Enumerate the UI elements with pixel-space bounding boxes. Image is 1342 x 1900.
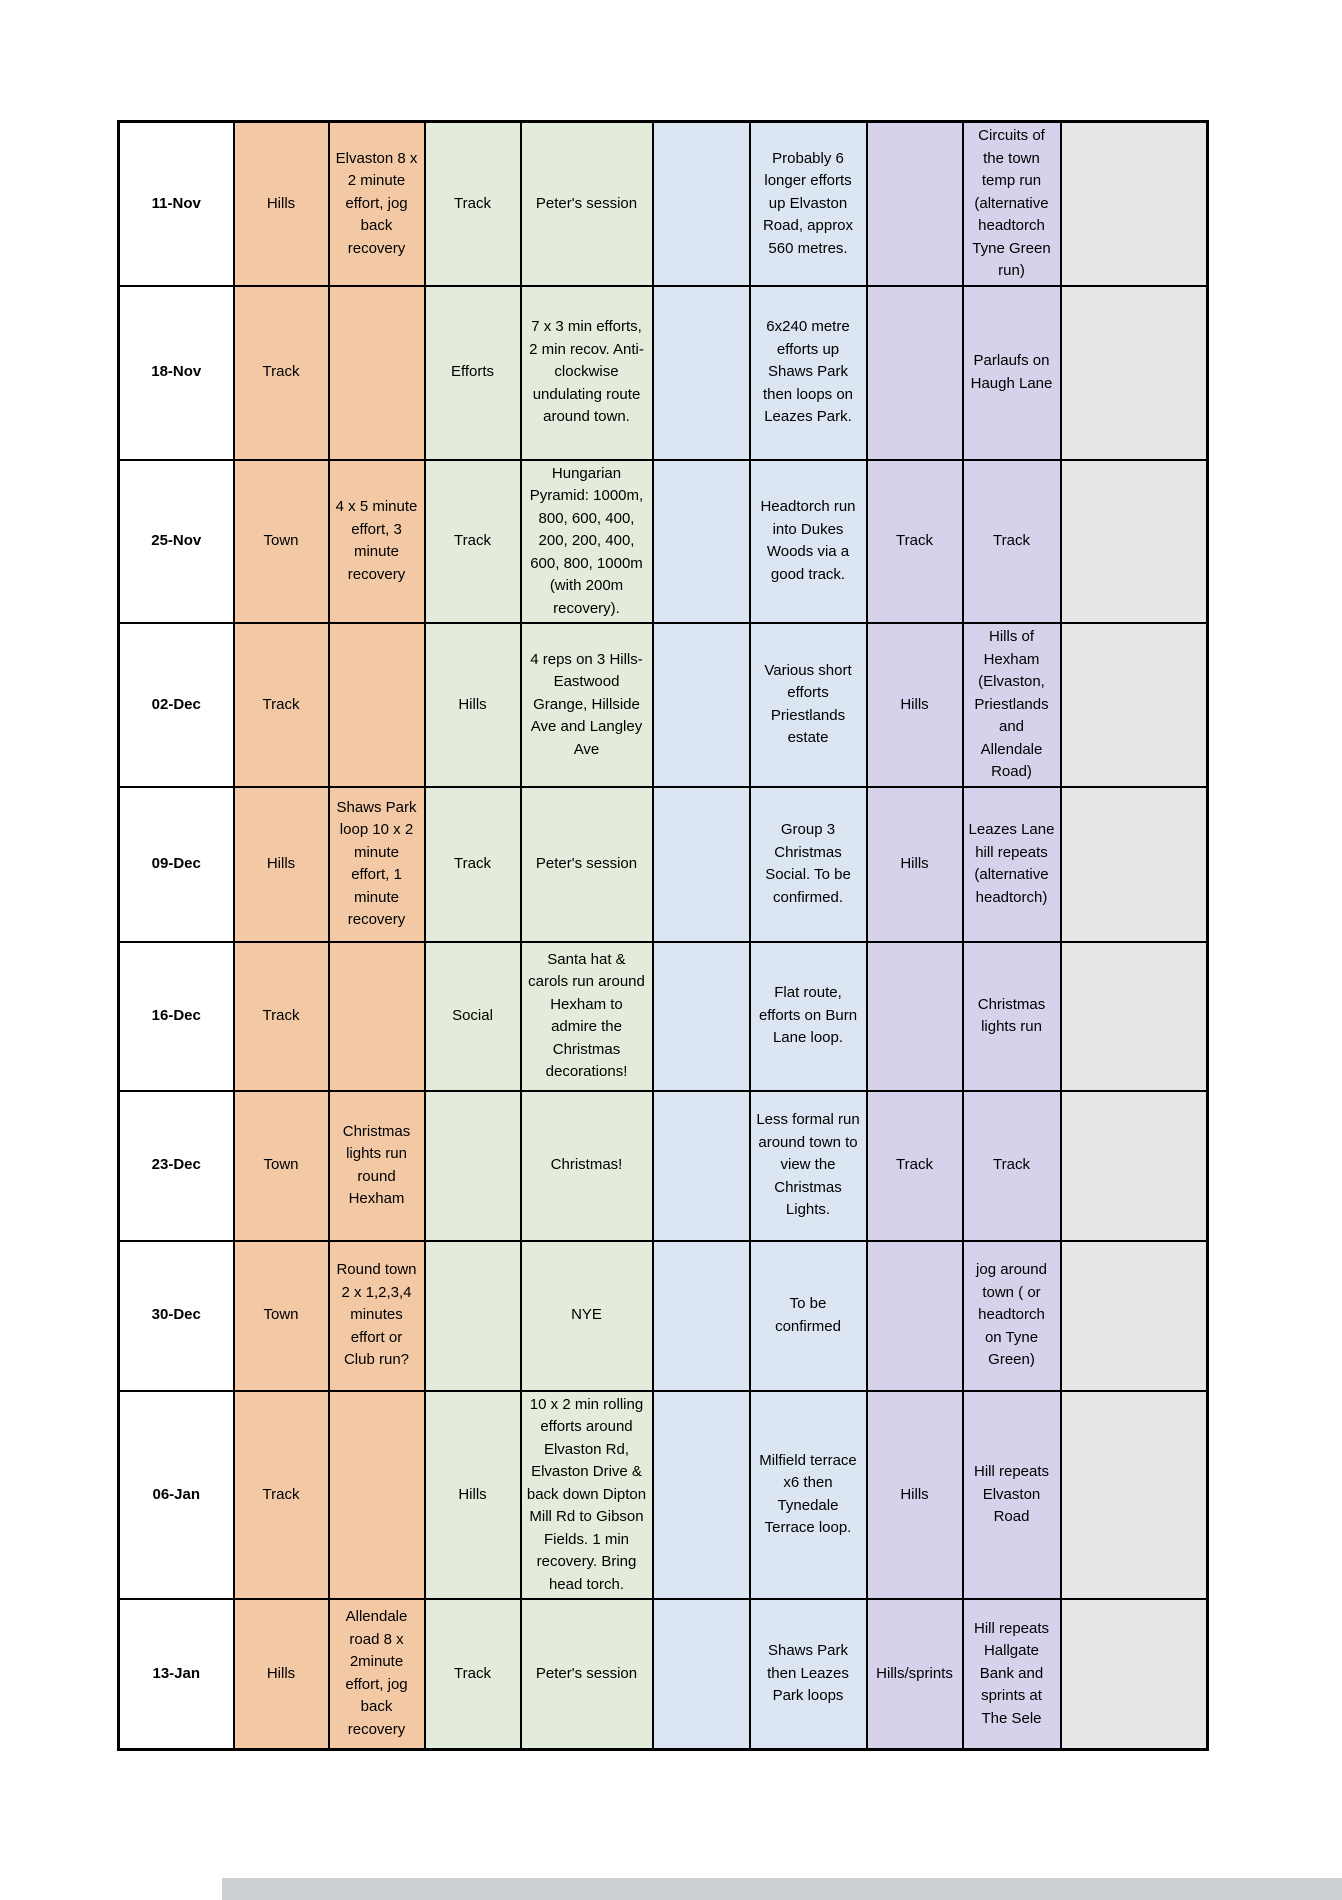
cell-date: 11-Nov xyxy=(119,122,234,286)
cell-notes xyxy=(1061,286,1208,460)
cell-session-c-type xyxy=(653,286,750,460)
cell-session-c-detail: Less formal run around town to view the Christmas Lights. xyxy=(750,1091,867,1241)
cell-session-a-type: Track xyxy=(234,623,329,787)
table-row xyxy=(119,1391,1208,1600)
cell-session-d-detail: Hill repeats Hallgate Bank and sprints at The Sele xyxy=(963,1599,1061,1749)
table-row xyxy=(119,787,1208,942)
cell-session-c-type xyxy=(653,1391,750,1600)
cell-session-b-detail: Hungarian Pyramid: 1000m, 800, 600, 400, 200, 200, 400, 600, 800, 1000m (with 200m recovery). xyxy=(521,460,653,624)
cell-session-d-detail: Parlaufs on Haugh Lane xyxy=(963,286,1061,460)
cell-session-a-type: Track xyxy=(234,942,329,1091)
cell-date: 25-Nov xyxy=(119,460,234,624)
cell-session-d-type: Hills xyxy=(867,1391,963,1600)
cell-session-b-type: Track xyxy=(425,787,521,942)
cell-session-d-type xyxy=(867,122,963,286)
cell-session-b-detail: NYE xyxy=(521,1241,653,1391)
cell-session-c-detail: Milfield terrace x6 then Tynedale Terrace loop. xyxy=(750,1391,867,1600)
cell-session-d-type: Hills/sprints xyxy=(867,1599,963,1749)
cell-session-a-type: Hills xyxy=(234,787,329,942)
next-page-edge xyxy=(222,1878,1342,1900)
cell-session-a-type: Track xyxy=(234,1391,329,1600)
cell-session-d-detail: Hill repeats Elvaston Road xyxy=(963,1391,1061,1600)
cell-session-b-type: Track xyxy=(425,460,521,624)
cell-session-c-detail: Flat route, efforts on Burn Lane loop. xyxy=(750,942,867,1091)
cell-session-b-detail: Peter's session xyxy=(521,787,653,942)
table-row xyxy=(119,1599,1208,1749)
cell-notes xyxy=(1061,623,1208,787)
cell-date: 23-Dec xyxy=(119,1091,234,1241)
cell-date: 30-Dec xyxy=(119,1241,234,1391)
cell-notes xyxy=(1061,1599,1208,1749)
cell-session-a-type: Hills xyxy=(234,122,329,286)
cell-session-c-type xyxy=(653,1599,750,1749)
cell-session-b-detail: Peter's session xyxy=(521,122,653,286)
cell-session-b-detail: Peter's session xyxy=(521,1599,653,1749)
cell-session-a-detail xyxy=(329,942,425,1091)
cell-session-a-detail xyxy=(329,623,425,787)
cell-date: 06-Jan xyxy=(119,1391,234,1600)
cell-date: 09-Dec xyxy=(119,787,234,942)
cell-session-b-type: Efforts xyxy=(425,286,521,460)
cell-session-a-type: Track xyxy=(234,286,329,460)
cell-notes xyxy=(1061,1241,1208,1391)
cell-session-a-detail: Shaws Park loop 10 x 2 minute effort, 1 minute recovery xyxy=(329,787,425,942)
cell-date: 13-Jan xyxy=(119,1599,234,1749)
cell-session-a-type: Town xyxy=(234,460,329,624)
cell-session-b-type xyxy=(425,1091,521,1241)
cell-date: 16-Dec xyxy=(119,942,234,1091)
cell-session-c-type xyxy=(653,787,750,942)
cell-session-c-detail: Various short efforts Priestlands estate xyxy=(750,623,867,787)
cell-session-b-detail: 7 x 3 min efforts, 2 min recov. Anti-clockwise undulating route around town. xyxy=(521,286,653,460)
cell-session-b-detail: 4 reps on 3 Hills- Eastwood Grange, Hillside Ave and Langley Ave xyxy=(521,623,653,787)
cell-session-c-type xyxy=(653,460,750,624)
table-row xyxy=(119,942,1208,1091)
cell-session-c-detail: To be confirmed xyxy=(750,1241,867,1391)
cell-session-a-type: Town xyxy=(234,1241,329,1391)
cell-session-c-type xyxy=(653,623,750,787)
cell-session-d-detail: jog around town ( or headtorch on Tyne Green) xyxy=(963,1241,1061,1391)
cell-session-d-detail: Hills of Hexham (Elvaston, Priestlands and Allendale Road) xyxy=(963,623,1061,787)
cell-notes xyxy=(1061,460,1208,624)
cell-session-c-detail: Shaws Park then Leazes Park loops xyxy=(750,1599,867,1749)
cell-session-c-type xyxy=(653,122,750,286)
table-row xyxy=(119,1091,1208,1241)
cell-session-d-detail: Circuits of the town temp run (alternative headtorch Tyne Green run) xyxy=(963,122,1061,286)
table-row xyxy=(119,1241,1208,1391)
table-row xyxy=(119,286,1208,460)
cell-session-c-type xyxy=(653,1091,750,1241)
cell-session-b-type xyxy=(425,1241,521,1391)
cell-notes xyxy=(1061,1391,1208,1600)
cell-session-b-detail: Christmas! xyxy=(521,1091,653,1241)
cell-session-c-type xyxy=(653,942,750,1091)
cell-session-b-detail: 10 x 2 min rolling efforts around Elvaston Rd, Elvaston Drive & back down Dipton Mill Rd to Gibson Fields. 1 min recovery. Bring head torch. xyxy=(521,1391,653,1600)
cell-session-a-detail: 4 x 5 minute effort, 3 minute recovery xyxy=(329,460,425,624)
cell-session-c-type xyxy=(653,1241,750,1391)
cell-session-a-detail: Allendale road 8 x 2minute effort, jog back recovery xyxy=(329,1599,425,1749)
cell-session-a-detail xyxy=(329,1391,425,1600)
cell-session-d-type: Hills xyxy=(867,787,963,942)
cell-session-b-type: Track xyxy=(425,122,521,286)
cell-session-d-detail: Leazes Lane hill repeats (alternative headtorch) xyxy=(963,787,1061,942)
cell-session-a-detail xyxy=(329,286,425,460)
cell-session-d-type: Track xyxy=(867,460,963,624)
cell-session-b-type: Hills xyxy=(425,623,521,787)
cell-session-b-type: Social xyxy=(425,942,521,1091)
table-row xyxy=(119,122,1208,286)
cell-session-d-type xyxy=(867,1241,963,1391)
cell-date: 02-Dec xyxy=(119,623,234,787)
cell-session-d-type: Hills xyxy=(867,623,963,787)
cell-date: 18-Nov xyxy=(119,286,234,460)
cell-session-d-detail: Christmas lights run xyxy=(963,942,1061,1091)
cell-session-c-detail: Group 3 Christmas Social. To be confirmed. xyxy=(750,787,867,942)
cell-session-b-type: Hills xyxy=(425,1391,521,1600)
cell-notes xyxy=(1061,122,1208,286)
cell-session-d-detail: Track xyxy=(963,1091,1061,1241)
table-row xyxy=(119,460,1208,624)
cell-session-a-detail: Christmas lights run round Hexham xyxy=(329,1091,425,1241)
cell-session-c-detail: Headtorch run into Dukes Woods via a good track. xyxy=(750,460,867,624)
cell-session-b-type: Track xyxy=(425,1599,521,1749)
cell-session-b-detail: Santa hat & carols run around Hexham to admire the Christmas decorations! xyxy=(521,942,653,1091)
training-schedule-table xyxy=(117,120,1209,1751)
cell-session-a-detail: Round town 2 x 1,2,3,4 minutes effort or Club run? xyxy=(329,1241,425,1391)
cell-notes xyxy=(1061,942,1208,1091)
cell-session-c-detail: 6x240 metre efforts up Shaws Park then loops on Leazes Park. xyxy=(750,286,867,460)
cell-session-a-detail: Elvaston 8 x 2 minute effort, jog back recovery xyxy=(329,122,425,286)
cell-session-d-detail: Track xyxy=(963,460,1061,624)
cell-session-c-detail: Probably 6 longer efforts up Elvaston Road, approx 560 metres. xyxy=(750,122,867,286)
cell-session-a-type: Town xyxy=(234,1091,329,1241)
cell-notes xyxy=(1061,787,1208,942)
cell-session-a-type: Hills xyxy=(234,1599,329,1749)
cell-session-d-type: Track xyxy=(867,1091,963,1241)
cell-session-d-type xyxy=(867,942,963,1091)
cell-notes xyxy=(1061,1091,1208,1241)
cell-session-d-type xyxy=(867,286,963,460)
table-row xyxy=(119,623,1208,787)
